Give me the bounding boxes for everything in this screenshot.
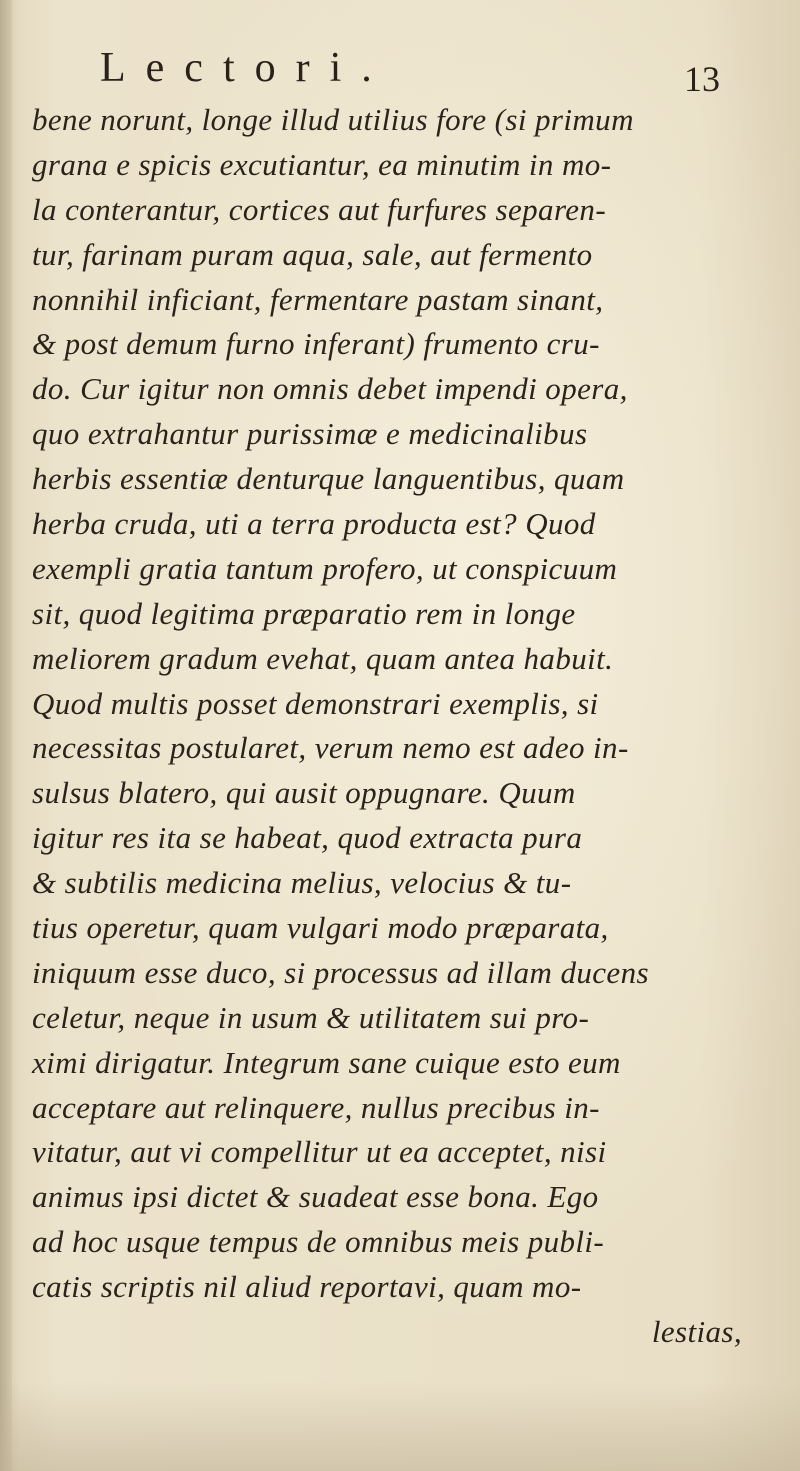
text-line: herba cruda, uti a terra producta est? Quod [32,506,596,542]
text-line: celetur, neque in usum & utilitatem sui pro- [32,999,590,1035]
text-line: igitur res ita se habeat, quod extracta pura [32,820,583,856]
text-line: sulsus blatero, qui ausit oppugnare. Quum [32,775,576,811]
text-line: do. Cur igitur non omnis debet impendi opera, [32,371,628,407]
text-line: necessitas postularet, verum nemo est adeo in- [32,730,629,766]
text-line: la conterantur, cortices aut furfures separen- [32,191,607,227]
text-line: bene norunt, longe illud utilius fore (si primum [32,102,634,137]
text-line: exempli gratia tantum profero, ut conspicuum [32,550,618,586]
running-head [100,38,720,98]
text-line: & post demum furno inferant) frumento cru- [32,326,600,362]
text-line: tur, farinam puram aqua, sale, aut fermento [32,236,593,272]
page-gutter [0,0,12,1471]
page-number: 13 [684,59,720,99]
text-line: lestias, [651,1314,742,1350]
text-line: Quod multis posset demonstrari exemplis, si [32,685,599,721]
text-line: ad hoc usque tempus de omnibus meis publi- [32,1224,605,1260]
text-line: & subtilis medicina melius, velocius & tu- [32,865,572,901]
page-bottom-shading [0,1381,800,1471]
text-line: grana e spicis excutiantur, ea minutim in mo- [32,146,612,182]
text-line: sit, quod legitima præparatio rem in longe [32,595,576,631]
text-line: catis scriptis nil aliud reportavi, quam mo- [32,1269,582,1305]
text-line: herbis essentiæ denturque languentibus, quam [32,461,625,497]
text-line: nonnihil inficiant, fermentare pastam sinant, [32,281,604,317]
text-line: acceptare aut relinquere, nullus precibus in- [32,1089,600,1125]
running-title: Lectori. [100,45,392,91]
text-line: tius operetur, quam vulgari modo præparata, [32,910,609,946]
text-line: quo extrahantur purissimæ e medicinalibus [32,416,588,452]
body-text [32,98,772,1355]
text-line: iniquum esse duco, si processus ad illam ducens [32,954,649,990]
text-line: meliorem gradum evehat, quam antea habuit. [32,640,614,676]
text-line: ximi dirigatur. Integrum sane cuique esto eum [32,1044,621,1080]
text-line: animus ipsi dictet & suadeat esse bona. Ego [32,1179,599,1215]
text-line: vitatur, aut vi compellitur ut ea acceptet, nisi [32,1134,607,1170]
